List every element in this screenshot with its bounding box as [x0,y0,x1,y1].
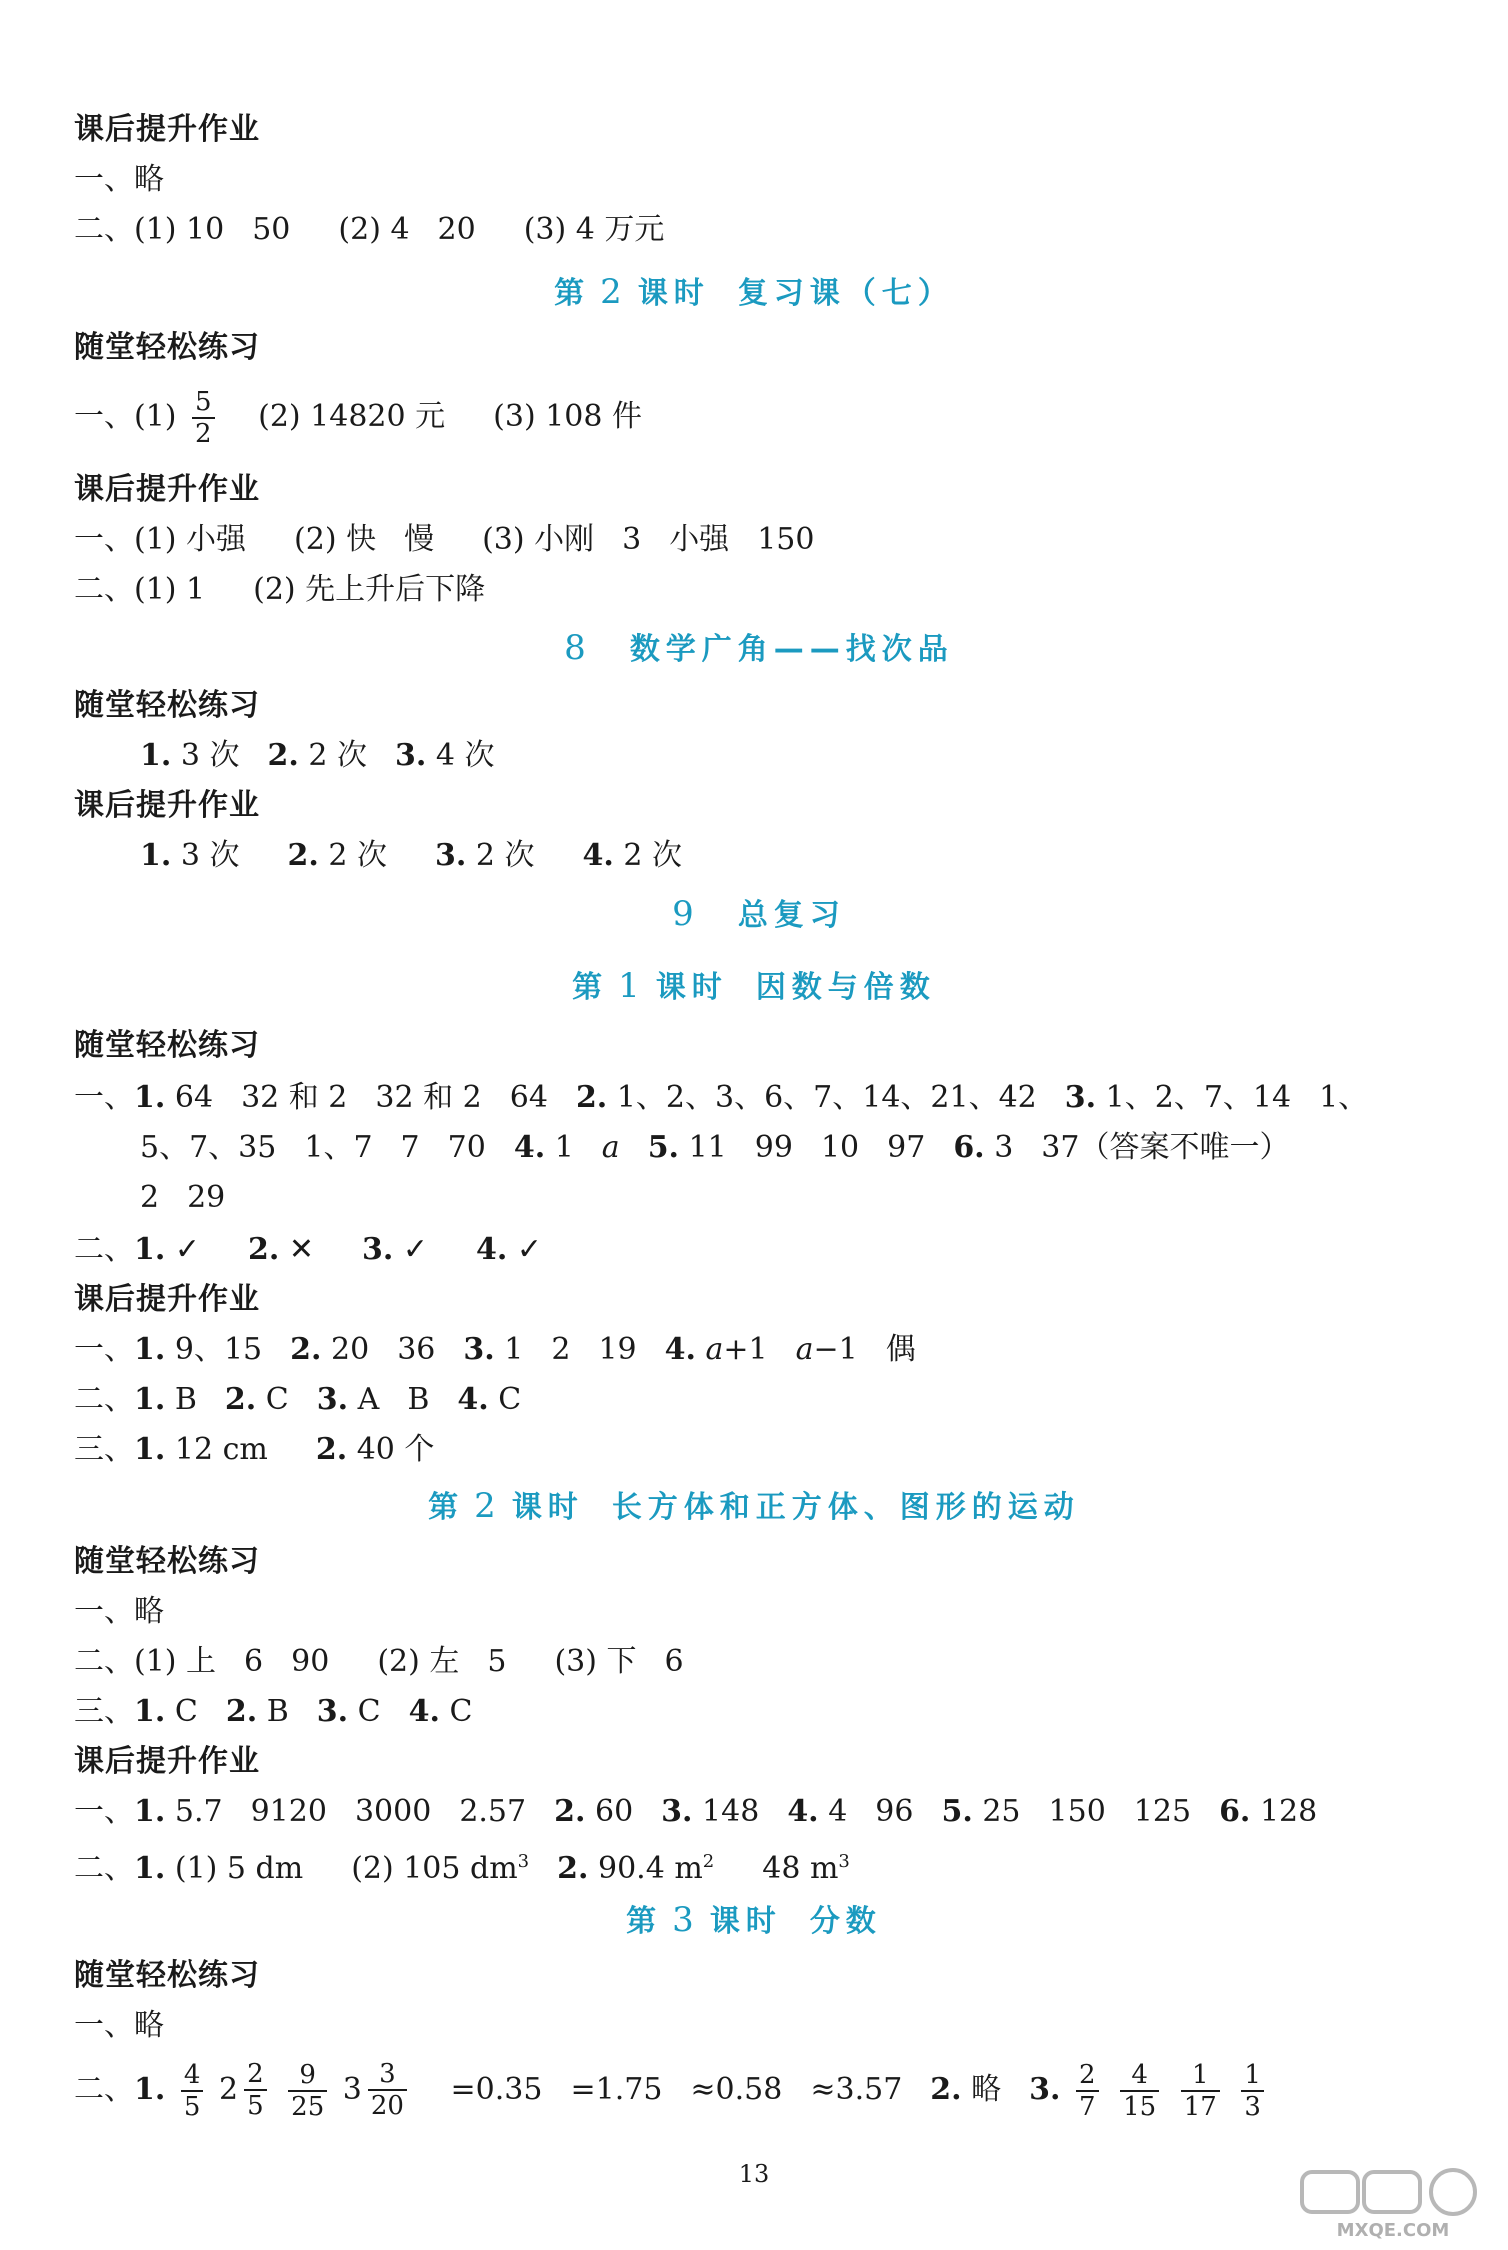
heading-in-class: 随堂轻松练习 [74,1028,260,1063]
answer-line: 二、(1) 1 (2) 先上升后下降 [74,572,486,607]
heading-in-class: 随堂轻松练习 [74,688,260,723]
answer-line: 1. 3 次 2. 2 次 3. 2 次 4. 2 次 [140,838,682,873]
answer-line: 一、1. 9、15 2. 20 36 3. 1 2 19 4. a+1 a−1 偶 [74,1332,916,1367]
section-title: 第 2 课时 复习课（七） [554,272,954,312]
fraction: $\frac{5}{2}$ [192,387,215,449]
answer-line: 二、(1) 上 6 90 (2) 左 5 (3) 下 6 [74,1644,684,1679]
heading-in-class: 随堂轻松练习 [74,1544,260,1579]
chapter-title: 9 总复习 [672,894,846,934]
answer-line: 一、略 [74,2008,164,2043]
answer-line: 一、(1) $\frac{5}{2}$ (2) 14820 元 (3) 108 件 [74,387,642,449]
answer-line: 二、1. ✓ 2. ✕ 3. ✓ 4. ✓ [74,1232,543,1267]
fraction: $\frac{2}{7}$ [1076,2060,1099,2122]
answer-line: 1. 3 次 2. 2 次 3. 4 次 [140,738,495,773]
heading-after-class: 课后提升作业 [74,1744,260,1779]
answer-line: 二、(1) 10 50 (2) 4 20 (3) 4 万元 [74,212,665,247]
section-title: 8 数学广角——找次品 [564,628,954,668]
section-title: 第 3 课时 分数 [626,1900,882,1940]
answer-line: 二、1. B 2. C 3. A B 4. C [74,1382,522,1417]
answer-line: 二、1. $\frac{4}{5}$ 2 $\frac{2}{5}$ $\frac{9}{25}$ 3 $\frac{3}{20}$ =0.35 =1.75 ≈0.58 ≈3.57 2. 略 3. $\frac{2}{7}$ $\frac{4}{15}$ $\frac{1}{17}$ $\frac{1}{3}$ [74,2054,1270,2126]
heading-after-class: 课后提升作业 [74,472,260,507]
answer-line: 一、(1) 小强 (2) 快 慢 (3) 小刚 3 小强 150 [74,522,815,557]
answer-line: 一、略 [74,1594,164,1629]
fraction: $\frac{4}{15}$ [1120,2060,1159,2122]
answer-line: 一、1. 64 32 和 2 32 和 2 64 2. 1、2、3、6、7、14、21、42 3. 1、2、7、14 1、 [74,1080,1369,1115]
section-title: 第 1 课时 因数与倍数 [572,966,936,1006]
heading-after-class: 课后提升作业 [74,1282,260,1317]
heading-after-class: 课后提升作业 [74,788,260,823]
fraction: $\frac{1}{17}$ [1181,2060,1220,2122]
answer-line: 2 29 [140,1180,226,1215]
mixed-number: 2 $\frac{2}{5}$ [219,2054,273,2126]
answer-line: 三、1. 12 cm 2. 40 个 [74,1432,435,1467]
answer-line: 二、1. (1) 5 dm (2) 105 $dm^3$ 2. 90.4 $m^2$ 48 $m^3$ [74,1851,850,1886]
heading-in-class: 随堂轻松练习 [74,330,260,365]
fraction: $\frac{9}{25}$ [288,2060,327,2122]
page-number: 13 [738,2160,770,2188]
fraction: $\frac{4}{5}$ [181,2060,204,2122]
heading-in-class: 随堂轻松练习 [74,1958,260,1993]
answer-line: 一、1. 5.7 9120 3000 2.57 2. 60 3. 148 4. 4 96 5. 25 150 125 6. 128 [74,1794,1318,1829]
heading-after-class: 课后提升作业 [74,112,260,147]
watermark-logo [1298,2168,1488,2240]
answer-line: 一、略 [74,162,164,197]
answer-line: 5、7、35 1、7 7 70 4. 1 a 5. 11 99 10 97 6. 3 37（答案不唯一） [140,1130,1290,1165]
section-title: 第 2 课时 长方体和正方体、图形的运动 [428,1486,1080,1526]
svg-text:MXQE.COM: MXQE.COM [1336,2220,1450,2240]
mixed-number: 3 $\frac{3}{20}$ [343,2054,413,2126]
answer-line: 三、1. C 2. B 3. C 4. C [74,1694,473,1729]
fraction: $\frac{1}{3}$ [1241,2060,1264,2122]
